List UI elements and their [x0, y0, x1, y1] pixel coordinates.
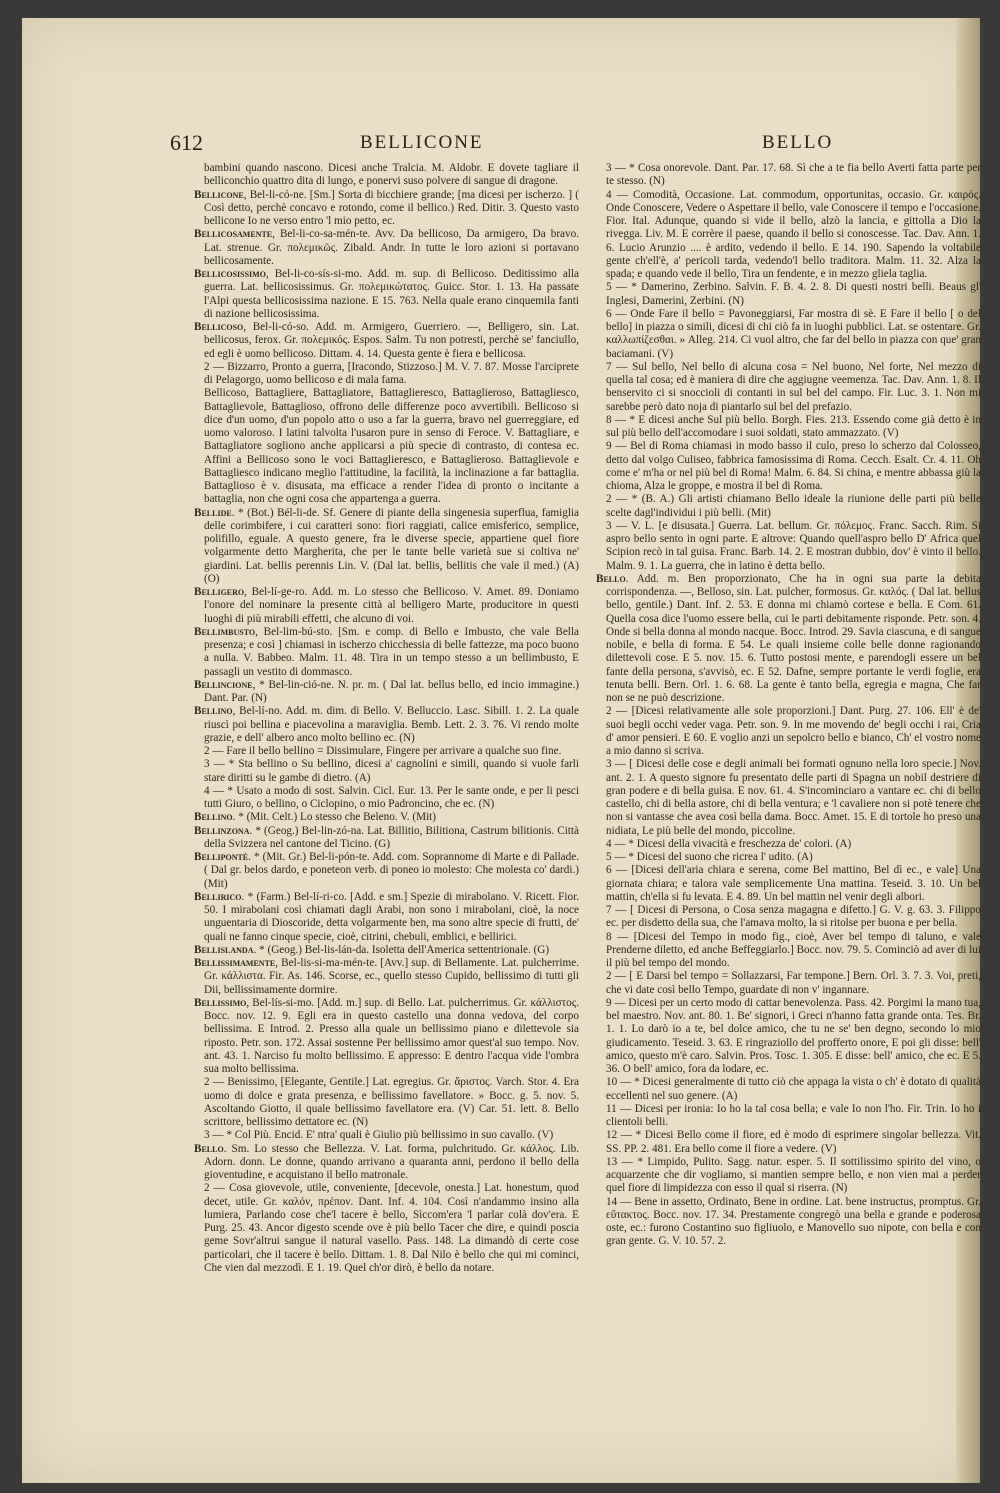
entry-headword: Bellicosissimo [194, 268, 266, 280]
running-head-left: BELLICONE [360, 132, 484, 153]
entry-headword: Bellicoso [194, 321, 244, 333]
entry-headword: Bello [194, 1142, 224, 1155]
entry-text: 4 — * Usato a modo di sost. Salvin. Cicl. Eur. 13. Per le sante onde, e per li pesci tutti Giuro, o bellino, o Ciclopino, o mio Padroncino, che ec. (N) [204, 784, 579, 810]
entry-text: 8 — * E dicesi anche Sul più bello. Borgh. Fies. 213. Essendo come già detto è in sul più bello dell'accomodare i suoi soldati, stato ammazzato. (V) [606, 413, 981, 439]
entry-text: 9 — Bel di Roma chiamasi in modo basso il culo, preso lo scherzo dal Colosseo, detto dal volgo Culiseo, fabbrica famosissima di Roma. Cecch. Esalt. Cr. 4. 11. Oh come e' m'ha or nel più bel di Roma! Malm. 6. 84. Si china, e mentre abbassa giù la chioma, Alza le groppe, e mostra il bel di Roma. [606, 440, 981, 492]
dictionary-entry [596, 931, 981, 971]
entry-text: , Bel-li-có-so. Add. m. Armigero, Guerriero. —, Belligero, sin. Lat. bellicosus, ferox. Gr. πολεμικός. Espos. Salm. Tu non potresti, perchè se' fanciullo, ed egli è uomo bellicoso. Dittam. 4. 14. Questa gente è fiera e bellicosa. [204, 321, 579, 360]
dictionary-entry [194, 268, 579, 321]
entry-text: , Bel-li-co-sís-si-mo. Add. m. sup. di Bellicoso. Deditissimo alla guerra. Lat. bellicosissimus. Gr. πολεμικώτατος. Guicc. Stor. 1. 13. Ha passate l'Alpi questa bellicosissima nazione. E 15. 763. Nella quale erano cinquemila fanti di nazione bellicosissima. [204, 268, 579, 320]
entry-headword: Bellicone [194, 188, 244, 201]
dictionary-entry [596, 864, 981, 904]
entry-text: 6 — Onde Fare il bello = Pavoneggiarsi, Far mostra di sè. E Fare il bello [ o del bello] in piazza o simili, dicesi di chi ciò fa in luoghi pubblici. Lat. se ostentare. Gr. καλλωπίζεσθαι. » Alleg. 214. Ci vuol altro, che far del bello in piazza con que' gran baciamani. (V) [606, 307, 981, 360]
dictionary-entry [596, 758, 981, 838]
dictionary-entry [596, 838, 981, 851]
entry-headword: Bellissimo [194, 996, 247, 1009]
entry-text: 3 — V. L. [e disusata.] Guerra. Lat. bellum. Gr. πόλεμος. Franc. Sacch. Rim. Si aspro bello sento in ogni parte. E altrove: Quando quell'aspro bello D' Africa quel Scipion recò in tal guisa. Franc. Barb. 14. 2. E mostran dubbio, dov' è vinto il bello. Malm. 9. 1. La guerra, che in latino è detta bello. [606, 519, 981, 572]
dictionary-entry [596, 520, 981, 573]
dictionary-entry [596, 162, 981, 189]
entry-text: 2 — * (B. A.) Gli artisti chiamano Bello ideale la riunione delle parti più belle scelte dagl'individui i più belli. (Mit) [606, 493, 981, 519]
dictionary-entry [194, 891, 579, 944]
dictionary-entry [194, 189, 579, 229]
entry-text: 2 — [ E Darsi bel tempo = Sollazzarsi, Far tempone.] Bern. Orl. 3. 7. 3. Voi, preti, che vi date così bello Tempo, guardate di non v' ingannare. [606, 970, 981, 996]
left-column [194, 162, 579, 1492]
dictionary-entry [596, 904, 981, 931]
dictionary-entry [194, 228, 579, 268]
entry-text: 4 — * Dicesi della vivacità e freschezza de' colori. (A) [606, 837, 852, 850]
entry-text: 2 — [Dicesi relativamente alle sole proporzioni.] Dant. Purg. 27. 106. Ell' è de' suoi begli occhi veder vaga. Petr. son. 9. In me movendo de' begli occhi i rai, Cria d' amor pensieri. E 60. E voglio anzi un sepolcro bello e bianco, Ch' el vostro nome a mio danno si scriva. [606, 705, 981, 757]
entry-text: . * (Farm.) Bel-lí-ri-co. [Add. e sm.] Spezie di mirabolano. V. Ricett. Fior. 50. I mirabolani così chiamati dagli Arabi, non sono i mirabolani, cioè, la noce unguentaria di Dioscoride, detta volgarmente ben, ma sono altre specie di frutti, de' quali ne fanno cinque specie, cioè, citrini, chebuli, emblici, e bellirici. [204, 890, 579, 943]
dictionary-entry [194, 705, 579, 745]
entry-text: . * (Bot.) Bél-li-de. Sf. Genere di piante della singenesia superflua, famiglia delle corimbifere, i cui caratteri sono: fiori raggiati, calice emisferico, semplice, polifillo, eguale. A questo genere, fra le diverse specie, appartiene quel fiore volgarmente detto Margherita, che per le tante belle varietà sue si coltiva ne' giardini. Lat. bellis perennis Lin. V. (Dal lat. bellis, bellitis che vale il med.) (A) (O) [204, 506, 579, 585]
running-head-right: BELLO [762, 132, 834, 153]
dictionary-entry [194, 758, 579, 785]
dictionary-entry [596, 851, 981, 864]
entry-text: 9 — Dicesi per un certo modo di cattar benevolenza. Pass. 42. Porgimi la mano tua, bel maestro. Nov. ant. 80. 1. Be' signori, i Greci n'hanno fatta grande onta. Tes. Br. 1. 1. Lo darò io a te, bel dolce amico, che tu ne se' ben degno, secondo lo mio giudicamento. Teseid. 3. 63. E ringraziollo del profferto onore, E poi gli disse: bell' amico, questo m'è caro. Salvin. Pros. Tosc. 1. 305. E disse: bell' amico, che ec. E 5. 36. O bell' amico, fora da lodare, ec. [606, 996, 981, 1075]
dictionary-entry [596, 1129, 981, 1156]
dictionary-entry [596, 189, 981, 282]
entry-headword: Bellide [194, 506, 232, 519]
dictionary-entry [194, 1143, 579, 1183]
dictionary-entry [596, 970, 981, 997]
entry-text: 14 — Bene in assetto, Ordinato, Bene in ordine. Lat. bene instructus, promptus. Gr. εὔτακτος. Bocc. nov. 17. 34. Prestamente congregò una bella e grande e poderosa oste, ec.: furono Costantino suo figliuolo, e Manovello suo nipote, con bella e con gran gente. G. V. 10. 57. 2. [606, 1195, 981, 1248]
entry-text: 2 — Bizzarro, Pronto a guerra, [Iracondo, Stizzoso.] M. V. 7. 87. Mosse l'arciprete di Pelagorgo, uomo bellicoso e di mala fama. [204, 360, 579, 386]
entry-headword: Bellipontè [194, 851, 249, 863]
entry-headword: Bellino [194, 811, 233, 824]
entry-text: , Bel-lim-bú-sto. [Sm. e comp. di Bello e Imbusto, che vale Bella presenza; e così ] chiamasi in ischerzo chicchessia di belle fattezze, ma poco buono a nulla. V. Babbeo. Malm. 11. 48. Tira in un tempo stesso a un bellimbusto, E passagli un vestito di dommasco. [204, 625, 579, 678]
page-number: 612 [170, 130, 203, 155]
entry-headword: Bello [596, 572, 626, 585]
entry-text: . * (Mit. Celt.) Lo stesso che Beleno. V. (Mit) [232, 811, 437, 824]
entry-headword: Bellino [194, 705, 233, 718]
entry-text: , Bel-lí-ge-ro. Add. m. Lo stesso che Bellicoso. V. Amet. 89. Doniamo l'onore del nominare la presente città al belligero Marte, producitore in questi luoghi di più mirabili effetti, che alcuno di voi. [204, 586, 579, 625]
entry-text: 3 — * Cosa onorevole. Dant. Par. 17. 68. Sì che a te fia bello Averti fatta parte per te stesso. (N) [606, 162, 981, 188]
entry-headword: Bellislanda [194, 943, 254, 956]
entry-text: . * (Geog.) Bel-lis-lán-da. Isoletta dell'America settentrionale. (G) [253, 943, 550, 956]
entry-text: , Bel-li-có-ne. [Sm.] Sorta di bicchiere grande; [ma dicesi per ischerzo. ] ( Così detto, perchè concavo e rotondo, come il bellico.) Red. Ditir. 3. Questo vasto bellicone Io ne verso entro 'l mio petto, ec. [204, 188, 579, 227]
dictionary-entry [194, 626, 579, 679]
entry-text: 10 — * Dicesi generalmente di tutto ciò che appaga la vista o ch' è dotato di qualità eccellenti nel suo genere. (A) [606, 1076, 981, 1102]
dictionary-entry [596, 705, 981, 758]
dictionary-entry [194, 507, 579, 587]
dictionary-entry [194, 387, 579, 506]
entry-text: bambini quando nascono. Dicesi anche Tralcia. M. Aldobr. E dovete tagliare il belliconchio quattro dita di lungo, e ponervi suso polvere di sangue di dragone. [204, 162, 579, 188]
dictionary-entry [194, 1182, 579, 1275]
dictionary-page [22, 18, 980, 1483]
entry-text: 5 — * Dicesi del suono che ricrea l' udito. (A) [606, 851, 813, 863]
entry-text: 7 — [ Dicesi di Persona, o Cosa senza magagna e difetto.] G. V. g. 63. 3. Filippo ec. per disdetto della sua, che l'amava molto, la si ritolse per buona e per bella. [606, 904, 981, 930]
entry-text: 3 — * Col Più. Encid. E' ntra' quali è Giulio più bellissimo in suo cavallo. (V) [204, 1129, 554, 1142]
entry-headword: Bellinzona [194, 824, 250, 837]
dictionary-entry [596, 1076, 981, 1103]
entry-text: 2 — Benissimo, [Elegante, Gentile.] Lat. egregius. Gr. ἄριστος. Varch. Stor. 4. Era uomo di dolce e grata presenza, e bellissimo favellatore. » Bocc. g. 5. nov. 5. Ascoltando Giotto, il quale bellissimo favellatore era. (V) Car. 51. lett. 8. Bello scrittore, bellissimo dettatore ec. (N) [204, 1076, 579, 1128]
dictionary-entry [596, 440, 981, 493]
page-header [22, 130, 980, 160]
dictionary-entry [596, 1156, 981, 1196]
entry-text: , Bel-lis-si-ma-mén-te. [Avv.] sup. di Bellamente. Lat. pulcherrime. Gr. κάλλιστα. Fir. As. 146. Scorse, ec., quello stesso Cupido, bellissimo di tutti gli Dii, bellissimamente dormire. [204, 957, 579, 996]
dictionary-entry [596, 1103, 981, 1130]
dictionary-entry [194, 679, 579, 706]
entry-headword: Bellicosamente [194, 228, 273, 241]
entry-text: 2 — Fare il bello bellino = Dissimulare, Fingere per arrivare a qualche suo fine. [204, 745, 562, 757]
right-column [596, 162, 981, 1492]
entry-headword: Bellissimamente [194, 957, 276, 969]
dictionary-entry [194, 825, 579, 852]
entry-text: , * Bel-lin-ció-ne. N. pr. m. ( Dal lat. bellus bello, ed incio immagine.) Dant. Par. (N) [204, 678, 579, 704]
entry-text: 4 — Comodità, Occasione. Lat. commodum, opportunitas, occasio. Gr. καιρός. Onde Conoscere, Vedere o Aspettare il bello, vale Conoscere il tempo e l'occasione. Fior. Ital. Adunque, quando si vide il bello, alzò la lancia, e gittolla a Dio la rivegga. Liv. M. E corrère il paese, quando il bello si conoscesse. Tac. Dav. Ann. 1. 6. Lucio Arunzio .... è ardito, vedendo il bello. E 14. 190. Sapendo la voltabile gente ch'ell'è, a' pericoli tarda, vedendo'l bello traditora. Malm. 11. 32. Alza la spada; e quando vede il bello, Tira un fendente, e in mezzo gliela taglia. [606, 188, 981, 280]
dictionary-entry [194, 361, 579, 388]
dictionary-entry [596, 493, 981, 520]
entry-text: 6 — [Dicesi dell'aria chiara e serena, come Bel mattino, Bel dì ec., e vale] Una giornata chiara; e talora vale semplicemente Una mattina. Teseid. 3. 10. Un bel mattin, ch'ella si fu levata. E 4. 89. Un bel mattin nel venir degli albori. [606, 864, 981, 903]
dictionary-entry [194, 851, 579, 891]
entry-text: 8 — [Dicesi del Tempo in modo fig., cioè, Aver bel tempo di taluno, e vale Prenderne diletto, ed anche Beffeggiarlo.] Bocc. nov. 79. 5. Cominciò ad aver di lui il più bel tempo del mondo. [606, 930, 981, 969]
dictionary-entry [194, 811, 579, 824]
dictionary-entry [596, 308, 981, 361]
dictionary-entry [194, 1076, 579, 1129]
entry-text: 7 — Sul bello, Nel bello di alcuna cosa = Nel buono, Nel forte, Nel mezzo di quella tal cosa; ed è maniera di dire che aggiugne veemenza. Tac. Dav. Ann. 1. 8. Il benservito ci si snoccioli di contanti in sul bel del campo. Fir. Luc. 3. 1. Non mi sarebbe però dato noja di piantarlo sul bel del prefazio. [606, 360, 981, 413]
entry-text: 5 — * Damerino, Zerbino. Salvin. F. B. 4. 2. 8. Di questi nostri belli. Beaus gl' Inglesi, Damerini, Zerbini. (N) [606, 281, 981, 307]
entry-text: , Bel-lí-no. Add. m. dim. di Bello. V. Belluccio. Lasc. Sibill. 1. 2. La quale riuscì poi bellina e piacevolina a maraviglia. Bemb. Lett. 2. 3. 76. Vi rendo molte grazie, e dell' albero anco molto bellino ec. (N) [204, 705, 579, 744]
dictionary-entry [194, 1129, 579, 1142]
entry-headword: Bellirico [194, 890, 242, 903]
dictionary-entry [194, 785, 579, 812]
dictionary-entry [194, 162, 579, 189]
entry-text: 3 — * Sta bellino o Su bellino, dicesi a' cagnolini e simili, quando si vuole farli stare diritti su le gambe di dietro. (A) [204, 758, 579, 784]
entry-headword: Belligero [194, 586, 245, 598]
dictionary-entry [596, 997, 981, 1077]
dictionary-entry [194, 321, 579, 361]
entry-text: . * (Geog.) Bel-lin-zó-na. Lat. Billitio, Bilitiona, Castrum bilitionis. Città della Svizzera nel cantone del Ticino. (G) [204, 824, 579, 850]
entry-text: , Bel-li-co-sa-mén-te. Avv. Da bellicoso, Da armigero, Da bravo. Lat. strenue. Gr. πολεμικῶς. Zibald. Andr. In tutte le loro azioni si portavano bellicosamente. [204, 228, 579, 267]
dictionary-entry [596, 281, 981, 308]
dictionary-entry [596, 361, 981, 414]
entry-headword: Bellincione [194, 678, 253, 691]
dictionary-entry [194, 586, 579, 626]
dictionary-entry [194, 745, 579, 758]
entry-text: . Sm. Lo stesso che Bellezza. V. Lat. forma, pulchritudo. Gr. κάλλος. Lib. Adorn. donn. Le donne, quando arrivano a quaranta anni, perdono il bello della gioventudine, e acquistano il bello matronale. [204, 1142, 579, 1181]
entry-text: , Bel-lís-si-mo. [Add. m.] sup. di Bello. Lat. pulcherrimus. Gr. κάλλιστος. Bocc. nov. 12. 9. Egli era in questo castello una donna vedova, del corpo bellissima. E Introd. 2. Presso alla quale un bellissimo piano e dilettevole sia riposto. Petr. son. 172. Assai sostenne Per bellissimo amor quest'al suo tempo. Nov. ant. 43. 1. Narciso fu molto bellissimo. E appresso: E dentro l'acqua vide l'ombra sua molto bellissima. [204, 996, 579, 1075]
dictionary-entry [596, 414, 981, 441]
entry-text: . Add. m. Ben proporzionato, Che ha in ogni sua parte la debita corrispondenza. —, Belloso, sin. Lat. pulcher, formosus. Gr. καλός. ( Dal lat. bellus bello, gentile.) Dant. Inf. 2. 53. E donna mi chiamò cortese e bella. E Com. 61. Quella cosa dice l'uomo essere bella, cui le parti debitamente risponde. Petr. son. 4. Onde si bella donna al mondo nacque. Bocc. Introd. 29. Savia ciascuna, e di sangue nobile, e bella di forma. E 54. Le quali insieme colle belle donne ragionando dilettevoli cose. E 5. nov. 15. 6. Tutto postosi mente, e parendogli essere un bel fante della persona, s'avvisò, ec. E 52. Dafne, sempre portante le verdi foglie, era tenuta belli. Bern. Orl. 1. 6. 68. La gente è tanto bella, egregia e magna, Che far non se ne può descrizione. [606, 572, 981, 704]
entry-text: 3 — [ Dicesi delle cose e degli animali bei formati ognuno nella loro specie.] Nov. ant. 2. 1. A questo signore fu presentato delle parti di Spagna un nobil destriere di gran podere e di bella guisa. E nov. 61. 4. S'incominciaro a vantare ec. chi di bello castello, chi di bella astore, chi di bella ventura; e 'l cavaliere non si potè tenere che non si vantasse che avea così bella dama. Bocc. Amet. 15. E di tortole ho preso una nidiata, Le più belle del mondo, piccoline. [606, 758, 981, 837]
dictionary-entry [596, 573, 981, 706]
entry-text: 12 — * Dicesi Bello come il fiore, ed è modo di esprimere singolar bellezza. Vit. SS. PP. 2. 481. Era bello come il fiore a vedere. (V) [606, 1129, 981, 1155]
entry-headword: Bellimbusto [194, 625, 256, 638]
dictionary-entry [194, 997, 579, 1077]
entry-text: 2 — Cosa giovevole, utile, conveniente, [decevole, onesta.] Lat. honestum, quod decet, utile. Gr. καλόν, πρέπον. Dant. Inf. 4. 104. Così n'andammo insino alla lumiera, Parlando cose che'l tacere è bello, Sìccom'era 'l parlar colà dov'era. E Purg. 25. 43. Ancor digesto scende ove è più bello Tacer che dire, e quindi poscia geme Sovr'altrui sangue il natural vasello. Pass. 148. La dimandò di certe cose particolari, che il tacere è bello. Dittam. 1. 8. Dal Nilo è bello che qui mi cominci, Che vien dal mezzodì. E 1. 19. Quel ch'or dirò, è bello da notare. [204, 1182, 579, 1274]
entry-text: Bellicoso, Battagliere, Battagliatore, Battaglieresco, Battaglieroso, Battagliesco, Battaglievole, Battaglioso, offrono delle differenze poco avvertibili. Bellicoso si dice d'un uomo, d'un popolo atto o uso a far la guerra, bravo nel guerreggiare, ed uomo valoroso. I latini talvolta l'usaron pure in senso di Feroce. V. Battagliare, e Battagliatore sogliono anche applicarsi a più specie di contrasto, di contesa ec. Affini a Bellicoso sono le voci Battaglieresco, e Battaglieroso. Battaglievole e Battagliesco indicano meglio l'attitudine, la facilità, la inclinazione a far battaglia. Battaglioso è v. disusata, ma efficace a render l'idea di pronto o incitante a battaglia, non che ogni cosa che appartenga a guerra. [204, 387, 579, 506]
entry-text: 11 — Dicesi per ironia: Io ho la tal cosa bella; e vale Io non l'ho. Fir. Trin. Io ho i clientoli belli. [606, 1102, 981, 1128]
dictionary-entry [194, 944, 579, 957]
entry-text: . * (Mit. Gr.) Bel-li-pón-te. Add. com. Soprannome di Marte e di Pallade. ( Dal gr. belos dardo, e poneteon verb. di poneo io molesto: Che molesta co' dardi.) (Mit) [204, 851, 579, 890]
dictionary-entry [194, 957, 579, 997]
dictionary-entry [596, 1196, 981, 1249]
entry-text: 13 — * Limpido, Pulito. Sagg. natur. esper. 5. Il sottilissimo spirito del vino, o acquarzente che dir vogliamo, si mantien sempre bello, e non vien mai a perder quel fiore di limpidezza con esso il qual si riserra. (N) [606, 1155, 981, 1195]
